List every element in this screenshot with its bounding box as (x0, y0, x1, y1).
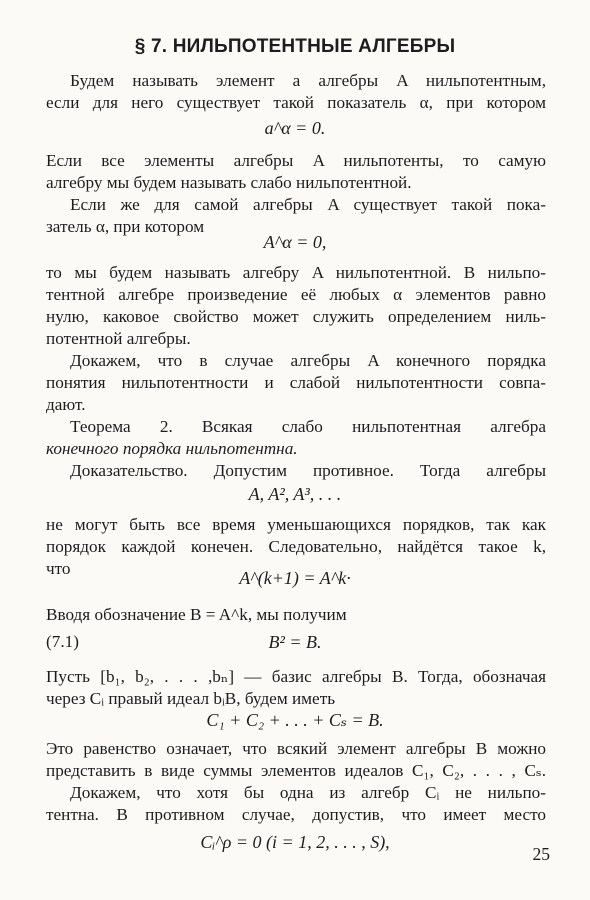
text-line: Если все элементы алгебры A нильпотенты, то самую (46, 151, 546, 170)
text-line: Вводя обозначение B = A^k, мы получим (46, 605, 347, 624)
text-line: понятия нильпотентности и слабой нильпотентности совпа- (46, 373, 546, 392)
theorem-line: конечного порядка нильпотентна. (46, 439, 298, 458)
formula: a^α = 0. (264, 118, 326, 138)
text-line: если для него существует такой показатель α, при котором (46, 93, 546, 112)
text-line: Докажем, что в случае алгебры A конечного порядка (70, 351, 546, 370)
text-line: Пусть [b₁, b₂, . . . ,bₙ] — базис алгебры B. Тогда, обозначая (46, 667, 546, 686)
text-line: Если же для самой алгебры A существует такой пока- (70, 195, 546, 214)
theorem-line: Теорема 2. Всякая слабо нильпотентная алгебра (70, 417, 546, 436)
text-line: порядок каждой конечен. Следовательно, найдётся такое k, (46, 537, 546, 556)
text-line: нулю, каковое свойство может служить определением ниль- (46, 307, 546, 326)
text-line: то мы будем называть алгебру A нильпотентной. В нильпо- (46, 263, 546, 282)
text-line: через Cᵢ правый идеал bᵢB, будем иметь (46, 689, 336, 708)
formula: A, A², A³, . . . (248, 484, 342, 504)
text-line: тентной алгебре произведение её любых α элементов равно (46, 285, 546, 304)
formula: C₁ + C₂ + . . . + Cₛ = B. (206, 710, 384, 730)
text-line: Будем называть элемент a алгебры A нильпотентным, (70, 71, 546, 90)
formula: A^α = 0, (263, 232, 327, 252)
formula: Cᵢ^ρ = 0 (i = 1, 2, . . . , S), (200, 832, 390, 852)
proof-line: Доказательство. Допустим противное. Тогда алгебры (70, 461, 546, 480)
text-line: алгебру мы будем называть слабо нильпотентной. (46, 173, 412, 192)
page-number: 25 (532, 844, 550, 864)
text-line: дают. (46, 395, 86, 414)
text-line: потентной алгебры. (46, 329, 191, 348)
formula: A^(k+1) = A^k· (239, 568, 351, 588)
equation-label: (7.1) (46, 632, 79, 651)
text-line: не могут быть все время уменьшающихся порядков, так как (46, 515, 546, 534)
formula: B² = B. (268, 632, 322, 652)
text-line: затель α, при котором (46, 217, 205, 236)
section-heading: § 7. НИЛЬПОТЕНТНЫЕ АЛГЕБРЫ (134, 36, 456, 57)
text-line: тентна. В противном случае, допустив, что имеет место (46, 805, 546, 824)
text-line: что (46, 559, 71, 578)
text-line: Докажем, что хотя бы одна из алгебр Cᵢ не нильпо- (70, 783, 546, 802)
text-line: представить в виде суммы элементов идеалов C₁, C₂, . . . , Cₛ. (46, 761, 546, 780)
text-line: Это равенство означает, что всякий элемент алгебры B можно (46, 739, 546, 758)
